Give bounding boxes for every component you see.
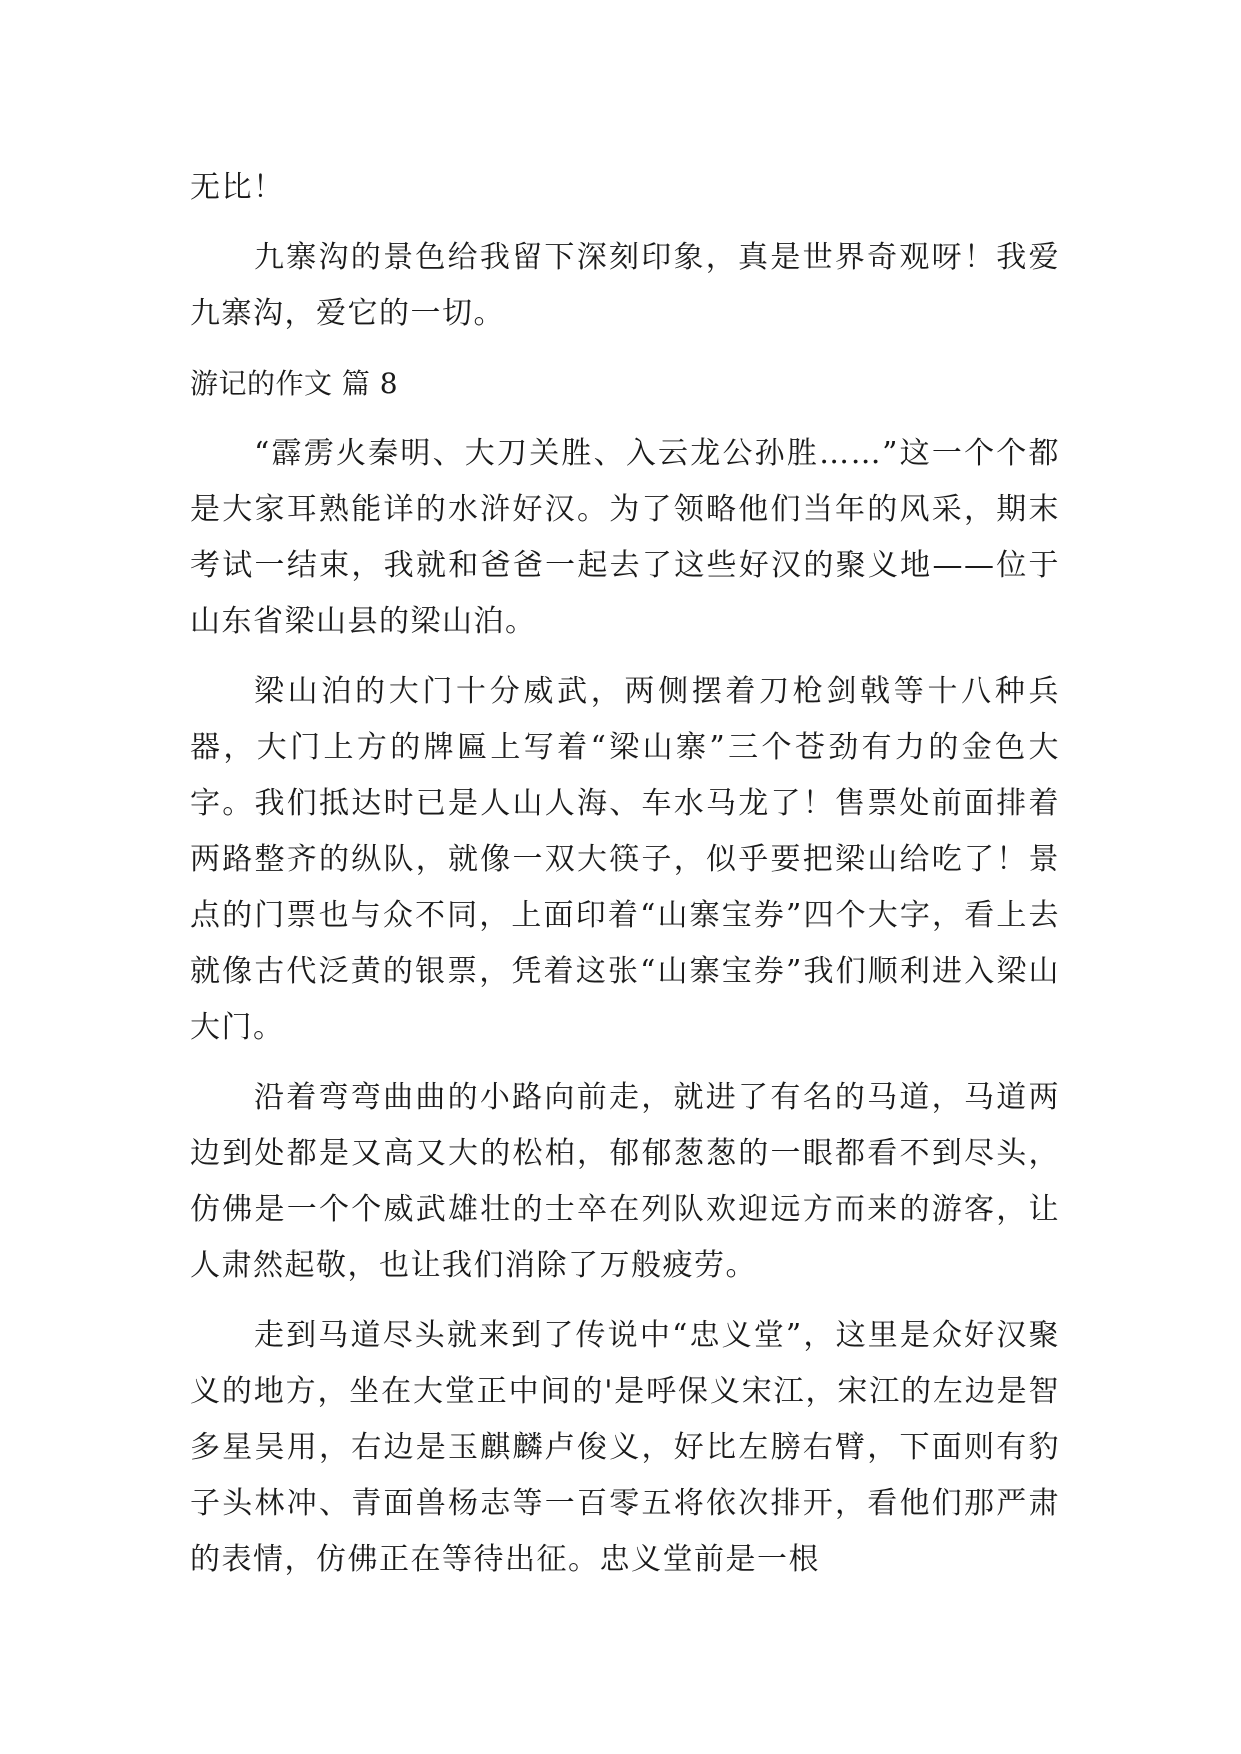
document-body [190, 160, 1060, 1602]
paragraph-horse-road: 沿着弯弯曲曲的小路向前走，就进了有名的马道，马道两边到处都是又高又大的松柏，郁郁葱葱的一眼都看不到尽头，仿佛是一个个威武雄壮的士卒在列队欢迎远方而来的游客，让人肃然起敬，也让我们消除了万般疲劳。 [190, 1080, 1060, 1283]
paragraph-intro: “霹雳火秦明、大刀关胜、入云龙公孙胜……”这一个个都是大家耳熟能详的水浒好汉。为了领略他们当年的风采，期末考试一结束，我就和爸爸一起去了这些好汉的聚义地——位于山东省梁山县的梁山泊。 [190, 436, 1060, 639]
paragraph-loyalty-hall: 走到马道尽头就来到了传说中“忠义堂”，这里是众好汉聚义的地方，坐在大堂正中间的'是呼保义宋江，宋江的左边是智多星吴用，右边是玉麒麟卢俊义，好比左膀右臂，下面则有豹子头林冲、青面兽杨志等一百零五将依次排开，看他们那严肃的表情，仿佛正在等待出征。忠义堂前是一根 [190, 1318, 1060, 1577]
paragraph-fragment: 无比！ [190, 170, 285, 205]
paragraph-gate: 梁山泊的大门十分威武，两侧摆着刀枪剑戟等十八种兵器，大门上方的牌匾上写着“梁山寨”三个苍劲有力的金色大字。我们抵达时已是人山人海、车水马龙了！售票处前面排着两路整齐的纵队，就像一双大筷子，似乎要把梁山给吃了！景点的门票也与众不同，上面印着“山寨宝券”四个大字，看上去就像古代泛黄的银票，凭着这张“山寨宝券”我们顺利进入梁山大门。 [190, 674, 1060, 1045]
paragraph-jiuzhaigou-ending: 九寨沟的景色给我留下深刻印象，真是世界奇观呀！我爱九寨沟，爱它的一切。 [190, 240, 1060, 331]
section-heading: 游记的作文 篇 8 [190, 367, 399, 400]
